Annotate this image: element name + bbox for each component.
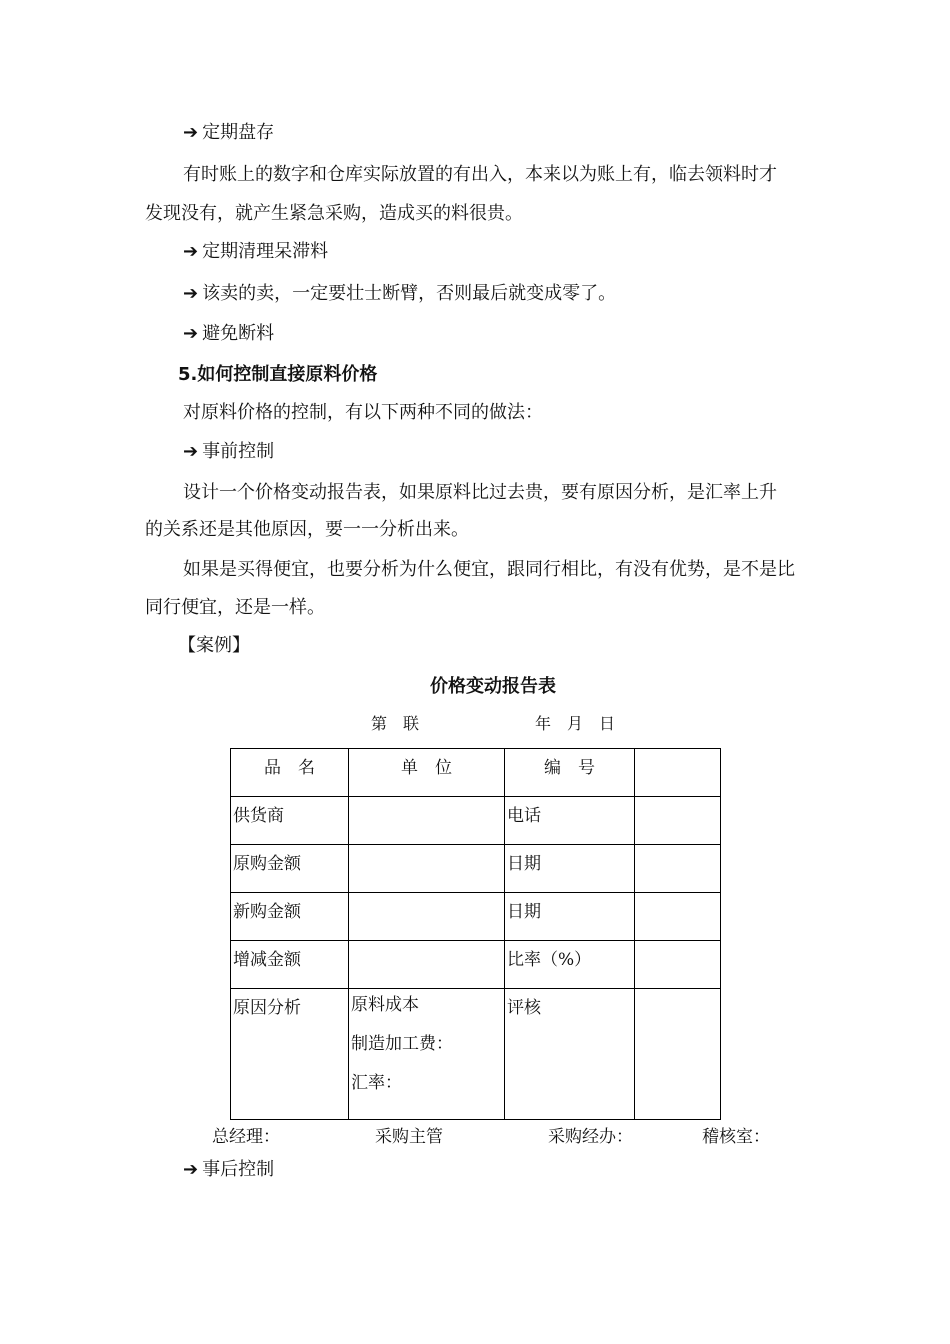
paragraph-text: 有时账上的数字和仓库实际放置的有出入，本来以为账上有，临去领料时才	[183, 164, 777, 185]
review-label-cell: 评核	[505, 989, 635, 1120]
signature-general-manager: 总经理：	[212, 1127, 280, 1147]
table-cell: 电话	[505, 797, 635, 845]
paragraph-text: 同行便宜，还是一样。	[145, 597, 325, 618]
table-cell	[349, 941, 505, 989]
arrow-right-icon: ➔	[183, 441, 199, 462]
form-copy-label: 第 联	[371, 714, 420, 733]
paragraph-text: 对原料价格的控制，有以下两种不同的做法：	[183, 402, 543, 423]
price-change-report-table	[230, 748, 721, 1120]
arrow-right-icon: ➔	[183, 1159, 199, 1180]
table-row-reason	[231, 989, 721, 1120]
table-cell: 供货商	[231, 797, 349, 845]
paragraph-line	[145, 518, 469, 542]
paragraph-line	[145, 202, 523, 226]
signature-purchasing-agent: 采购经办：	[548, 1127, 633, 1147]
table-header-row	[231, 749, 721, 797]
form-date-label: 年 月 日	[535, 714, 616, 733]
bullet-post-control	[183, 1158, 274, 1182]
section-heading: 5.如何控制直接原料价格	[178, 364, 378, 385]
bullet-text: 该卖的卖，一定要壮士断臂，否则最后就变成零了。	[202, 283, 617, 304]
review-value-cell	[635, 989, 721, 1120]
table-row	[231, 941, 721, 989]
bullet-text: 事前控制	[202, 441, 275, 462]
table-cell	[635, 797, 721, 845]
table-cell: 原购金额	[231, 845, 349, 893]
header-cell: 单 位	[349, 749, 505, 797]
bullet-text: 定期盘存	[202, 122, 275, 143]
bullet-text: 事后控制	[202, 1159, 275, 1180]
table-cell: 日期	[505, 893, 635, 941]
paragraph-line	[183, 558, 795, 582]
reason-item: 原料成本	[351, 995, 419, 1015]
arrow-right-icon: ➔	[183, 283, 199, 304]
header-cell: 品 名	[231, 749, 349, 797]
bullet-clear-stagnant	[183, 240, 328, 264]
table-row	[231, 845, 721, 893]
signature-purchasing-supervisor: 采购主管	[375, 1127, 443, 1147]
bullet-text: 定期清理呆滞料	[202, 241, 329, 262]
table-row	[231, 893, 721, 941]
reason-item: 制造加工费：	[351, 1034, 453, 1054]
arrow-right-icon: ➔	[183, 241, 199, 262]
bullet-text: 避免断料	[202, 323, 275, 344]
arrow-right-icon: ➔	[183, 122, 199, 143]
reason-items-cell	[349, 989, 505, 1120]
form-title: 价格变动报告表	[430, 676, 556, 697]
paragraph-text: 的关系还是其他原因，要一一分析出来。	[145, 519, 469, 540]
arrow-right-icon: ➔	[183, 323, 199, 344]
table-row	[231, 797, 721, 845]
paragraph-line	[183, 163, 777, 187]
paragraph-text: 设计一个价格变动报告表，如果原料比过去贵，要有原因分析，是汇率上升	[183, 482, 777, 503]
table-cell	[349, 845, 505, 893]
bullet-sell	[183, 282, 616, 306]
table-cell	[349, 797, 505, 845]
table-cell	[349, 893, 505, 941]
table-cell: 日期	[505, 845, 635, 893]
header-cell: 编 号	[505, 749, 635, 797]
table-cell	[635, 893, 721, 941]
table-cell	[635, 941, 721, 989]
paragraph-line	[145, 596, 325, 620]
reason-label-cell: 原因分析	[231, 989, 349, 1120]
paragraph-line	[183, 481, 777, 505]
table-cell	[635, 845, 721, 893]
table-cell: 比率（%）	[505, 941, 635, 989]
case-label: 【案例】	[178, 635, 250, 656]
reason-item: 汇率：	[351, 1073, 402, 1093]
paragraph-line	[183, 401, 543, 425]
signature-audit-office: 稽核室：	[702, 1127, 770, 1147]
header-cell	[635, 749, 721, 797]
bullet-avoid-shortage	[183, 322, 274, 346]
bullet-pre-control	[183, 440, 274, 464]
paragraph-text: 如果是买得便宜，也要分析为什么便宜，跟同行相比，有没有优势，是不是比	[183, 559, 795, 580]
bullet-regular-inventory	[183, 121, 274, 145]
table-cell: 新购金额	[231, 893, 349, 941]
table-cell: 增减金额	[231, 941, 349, 989]
paragraph-text: 发现没有，就产生紧急采购，造成买的料很贵。	[145, 203, 523, 224]
